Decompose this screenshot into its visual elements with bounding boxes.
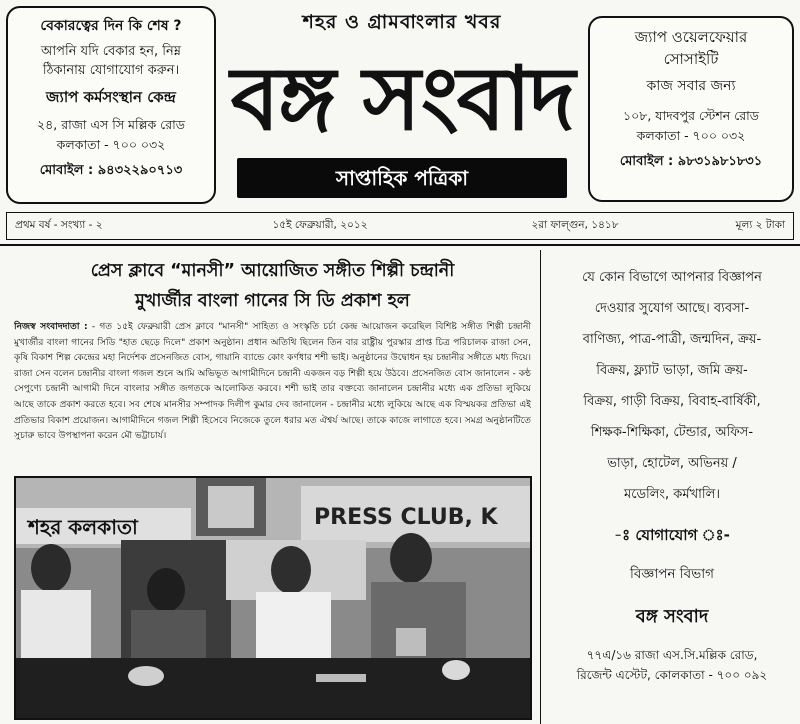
- article-headline-line-2: মুখার্জীর বাংলা গানের সি ডি প্রকাশ হল: [135, 291, 410, 311]
- newspaper-name: বঙ্গ সংবাদ: [230, 46, 574, 150]
- ad-left-text-1: আপনি যদি বেকার হন, নিম্ন: [41, 44, 181, 59]
- masthead: [222, 4, 582, 210]
- article-byline: নিজস্ব সংবাদদাতা :: [14, 322, 88, 332]
- ad-left-address-1: ২৪, রাজা এস সি মল্লিক রোড: [37, 117, 185, 132]
- ad-box-employment: [6, 6, 216, 204]
- ad-column-paper-name: বঙ্গ সংবাদ: [635, 606, 709, 627]
- ad-right-address-2: কলকাতা - ৭০০ ০৩২: [636, 128, 746, 143]
- ad-column-line-6: শিক্ষক-শিক্ষিকা, টেন্ডার, অফিস-: [590, 425, 754, 440]
- masthead-tagline: শহর ও গ্রামবাংলার খবর: [302, 11, 502, 33]
- article-headline: [20, 256, 525, 316]
- ad-column-line-8: মডেলিং, কর্মখালি।: [624, 487, 720, 502]
- ad-column-line-2: দেওয়ার সুযোগ আছে। ব্যবসা-: [594, 301, 750, 316]
- ad-column-line-7: ভাড়া, হোটেল, অভিনয় /: [607, 456, 737, 471]
- article-headline-line-1: প্রেস ক্লাবে “মানসী” আয়োজিত সঙ্গীত শিল্পী চন্দ্রানী: [90, 261, 455, 281]
- ad-column-address-1: ৭৭এ/১৬ রাজা এস.সি.মল্লিক রোড,: [586, 648, 758, 662]
- ad-column-contact-heading: -ঃ যোগাযোগ ঃ-: [614, 526, 730, 544]
- ad-column-address-2: রিজেন্ট এস্টেট, কোলকাতা - ৭০০ ০৯২: [576, 668, 768, 682]
- ad-right-slogan: কাজ সবার জন্য: [646, 78, 736, 94]
- issue-date-english: ১৫ই ফেব্রুয়ারী, ২০১২: [272, 218, 368, 231]
- issue-date-bengali: ২রা ফাল্গুন, ১৪১৮: [531, 218, 619, 231]
- ad-column-line-1: যে কোন বিভাগে আপনার বিজ্ঞাপন: [582, 270, 762, 285]
- press-club-sign-text: PRESS CLUB, K: [314, 505, 498, 530]
- ad-right-address-1: ১০৮, যাদবপুর স্টেশন রোড: [622, 108, 759, 123]
- photo-illustration: [16, 478, 530, 718]
- issue-number: প্রথম বর্ষ - সংখ্যা - ২: [15, 218, 103, 231]
- horizontal-rule: [0, 244, 800, 246]
- city-banner-text: শহর কলকাতা: [28, 515, 138, 539]
- ad-left-mobile: মোবাইল : ৯৪৩২২৯০৭১৩: [39, 163, 183, 178]
- issue-info-bar: [6, 212, 794, 240]
- ad-box-welfare-society: [588, 16, 794, 202]
- ad-right-line-2: সোসাইটি: [663, 50, 719, 68]
- ad-left-address-2: কলকাতা - ৭০০ ০৩২: [56, 137, 166, 152]
- ad-right-mobile: মোবাইল : ৯৮৩১৯৮১৮৩১: [619, 154, 763, 169]
- ad-left-text-2: ঠিকানায় যোগাযোগ করুন।: [42, 63, 180, 78]
- weekly-banner: সাপ্তাহিক পত্রিকা: [237, 158, 567, 198]
- article-photo: [14, 476, 532, 720]
- ad-column-line-4: বিক্রয়, ফ্ল্যাট ভাড়া, জমি ক্রয়-: [596, 363, 748, 378]
- ad-column-line-3: বাণিজ্য, পাত্র-পাত্রী, জন্মদিন, ক্রয়-: [582, 332, 762, 347]
- ad-column-address: [548, 645, 796, 685]
- ad-left-heading: বেকারত্বের দিন কি শেষ ?: [40, 18, 182, 34]
- article-body-text: - গত ১৫ই ফেব্রুয়ারী প্রেস ক্লাবে "মানসী" সাহিত্য ও সংস্কৃতি চর্চা কেন্দ্র আয়োজন করেছিল বিশিষ্ট সঙ্গীত শিল্পী চন্দ্রানী মুখার্জীর বাংলা গানের সিডি "হাত ছেড়ে দিলে" প্রকাশ অনুষ্ঠান। প্রধান অতিথি ছিলেন তিন বার রাষ্ট্রীয় পুরস্কার প্রাপ্ত চিত্র পরিচালক রাজা সেন, কৃষি বিকাশ শিল্প কেন্দ্রের মহা নির্দেশক প্রসেনজিত বোস, গায়ানি ব্যান্ডে কোং কর্ণধার শশী ভাই। অনুষ্ঠানের উদ্বোধন হয় চন্দ্রানীর সঙ্গীতে মধ্য দিয়ে। রাজা সেন বলেন চন্দ্রানীর বাংলা গজল শুনে আমি অভিভূত আগামীদিনে চন্দ্রানী একজন বড় শিল্পী হয়ে উঠবে। প্রসেনজিত বোস জানালেন - কন্ঠ সেপুণ্যে চন্দ্রানী আগামী দিনে বাংলার সঙ্গীত জগতকে আলোকিত করবে। শশী ভাই তার বক্তব্যে জানালেন চন্দ্রানীর মধ্যে এক প্রতিভা লুকিয়ে আছে তাকে প্রকাশ করতে হবে। সব শেষে মানসীর সম্পাদক দিলীপ কুমার দেব জানালেন - চন্দ্রানীর মধ্যে লুকিয়ে আছে এক বিস্ময়কর প্রতিভা এই প্রতিভার বিকাশ প্রয়োজন। আগামীদিনে গজল শিল্পী হিসেবে নিজেকে তুলে ধরার মত ঐশ্বর্য আছে। তাকে কাজে লাগাতে হবে। সমগ্র অনুষ্ঠানটিতে সুচারু ভাবে উপস্থাপনা করেন মৌ ভট্টাচার্য।: [14, 322, 531, 442]
- advertisement-column: [548, 262, 796, 685]
- article-body: [14, 320, 531, 475]
- column-divider: [540, 250, 541, 724]
- ad-column-department: বিজ্ঞাপন বিভাগ: [630, 566, 714, 582]
- ad-left-org: জ্যাপ কর্মসংস্থান কেন্দ্র: [46, 88, 176, 106]
- ad-column-body: [548, 262, 796, 510]
- issue-price: মূল্য ২ টাকা: [735, 218, 785, 231]
- ad-right-line-1: জ্যাপ ওয়েলফেয়ার: [634, 28, 748, 46]
- ad-column-line-5: বিক্রয়, গাড়ী বিক্রয়, বিবাহ-বার্ষিকী,: [583, 394, 761, 409]
